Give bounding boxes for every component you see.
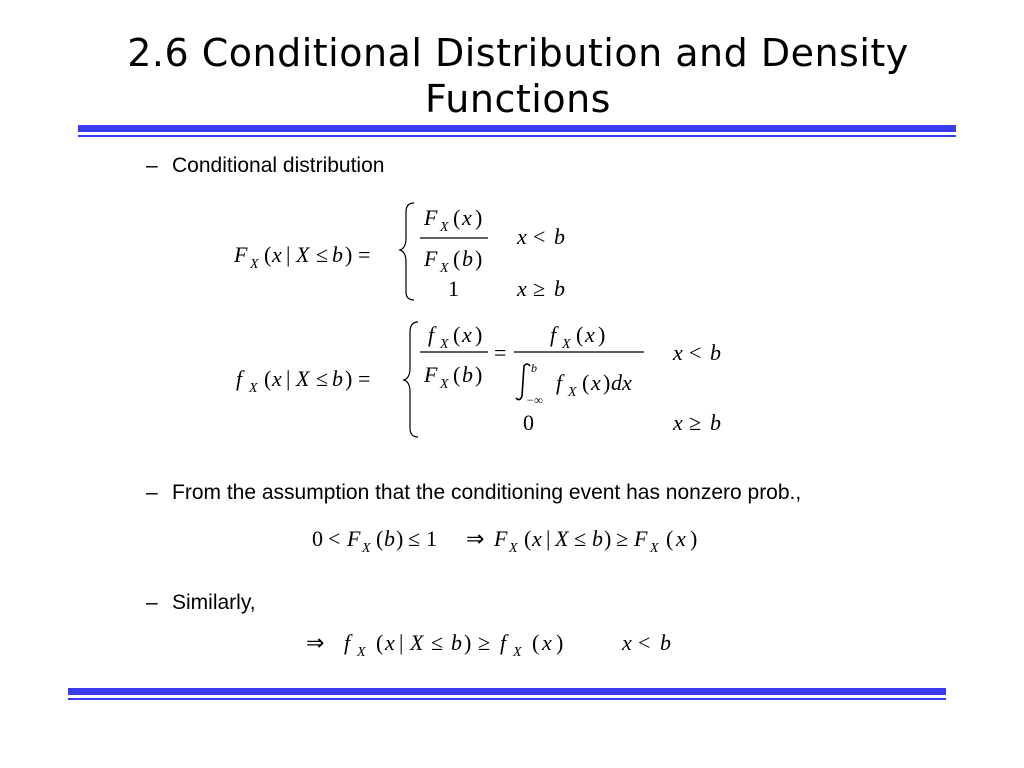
svg-text:≤: ≤ (316, 242, 329, 267)
svg-text:x: x (272, 242, 282, 267)
svg-text:): ) (475, 205, 483, 230)
svg-text:x: x (591, 370, 601, 395)
svg-text:f: f (550, 322, 557, 347)
svg-text:x: x (517, 276, 527, 301)
svg-text:=: = (358, 366, 371, 391)
svg-text:(: ( (376, 630, 384, 655)
svg-text:|: | (286, 242, 291, 267)
svg-text:<: < (689, 340, 702, 365)
svg-text:X: X (562, 337, 571, 352)
svg-text:F: F (424, 246, 438, 271)
svg-text:F: F (234, 242, 248, 267)
bottom-divider (68, 688, 946, 700)
svg-text:x: x (676, 526, 686, 551)
svg-text:≥: ≥ (616, 526, 629, 551)
svg-text:0: 0 (523, 410, 534, 435)
svg-text:): ) (556, 630, 564, 655)
svg-text:X: X (410, 630, 424, 655)
svg-text:≥: ≥ (689, 410, 702, 435)
svg-text:X: X (440, 377, 449, 392)
svg-text:x: x (462, 322, 472, 347)
svg-text:x: x (585, 322, 595, 347)
svg-text:x: x (385, 630, 395, 655)
equation-conditional-pdf (236, 322, 721, 437)
svg-text:b: b (710, 410, 721, 435)
svg-text:): ) (690, 526, 698, 551)
svg-text:X: X (568, 385, 577, 400)
svg-text:f: f (556, 370, 563, 395)
svg-text:≥: ≥ (478, 630, 491, 655)
svg-text:b: b (531, 361, 537, 375)
svg-text:(: ( (532, 630, 540, 655)
svg-text:X: X (250, 257, 259, 272)
svg-text:−∞: −∞ (526, 393, 543, 407)
svg-text:X: X (513, 645, 522, 660)
svg-text:b: b (592, 526, 603, 551)
svg-text:b: b (384, 526, 395, 551)
bullet-text: From the assumption that the conditioning event has nonzero prob., (172, 481, 802, 504)
svg-text:x: x (542, 630, 552, 655)
svg-text:f: f (428, 322, 435, 347)
svg-text:≤: ≤ (408, 526, 421, 551)
svg-text:x: x (673, 340, 683, 365)
svg-text:1: 1 (448, 276, 459, 301)
svg-text:(: ( (582, 370, 590, 395)
svg-text:b: b (451, 630, 462, 655)
svg-text:<: < (328, 526, 341, 551)
svg-text:F: F (347, 526, 361, 551)
svg-text:≤: ≤ (316, 366, 329, 391)
svg-text:x: x (517, 224, 527, 249)
svg-text:b: b (332, 242, 343, 267)
svg-text:): ) (345, 366, 353, 391)
svg-text:b: b (554, 224, 565, 249)
svg-text:(: ( (453, 322, 461, 347)
svg-text:X: X (296, 366, 310, 391)
svg-text:F: F (424, 362, 438, 387)
svg-text:X: X (440, 337, 449, 352)
svg-text:=: = (358, 242, 371, 267)
svg-text:(: ( (666, 526, 674, 551)
svg-text:F: F (424, 205, 438, 230)
bullet-dash: – (146, 591, 158, 614)
svg-text:X: X (362, 541, 371, 556)
svg-text:⇒: ⇒ (306, 630, 325, 655)
bullet-dash: – (146, 154, 158, 177)
svg-text:f: f (344, 630, 351, 655)
bullet-text: Similarly, (172, 591, 256, 614)
svg-text:F: F (494, 526, 508, 551)
svg-text:f: f (236, 366, 243, 391)
svg-text:): ) (604, 526, 612, 551)
svg-text:(: ( (376, 526, 384, 551)
svg-text:x: x (622, 630, 632, 655)
equation-similarly-pdf (306, 630, 671, 660)
svg-text:X: X (650, 541, 659, 556)
svg-text:≤: ≤ (574, 526, 587, 551)
svg-text:|: | (546, 526, 551, 551)
svg-text:(: ( (576, 322, 584, 347)
svg-text:(: ( (264, 242, 272, 267)
svg-text:x: x (532, 526, 542, 551)
svg-text:(: ( (453, 246, 461, 271)
svg-text:X: X (555, 526, 569, 551)
svg-text:): ) (603, 370, 611, 395)
bullet-dash: – (146, 481, 158, 504)
svg-text:b: b (462, 246, 473, 271)
svg-text:b: b (462, 362, 473, 387)
svg-text:f: f (500, 630, 507, 655)
svg-text:X: X (357, 645, 366, 660)
svg-text:x: x (673, 410, 683, 435)
svg-text:≥: ≥ (533, 276, 546, 301)
svg-text:=: = (494, 340, 507, 365)
svg-text:|: | (399, 630, 404, 655)
svg-text:x: x (272, 366, 282, 391)
svg-text:): ) (475, 246, 483, 271)
svg-text:(: ( (453, 205, 461, 230)
svg-text:<: < (533, 224, 546, 249)
svg-text:X: X (509, 541, 518, 556)
bullet-text: Conditional distribution (172, 154, 385, 177)
svg-text:(: ( (524, 526, 532, 551)
svg-text:): ) (475, 362, 483, 387)
svg-text:b: b (660, 630, 671, 655)
svg-text:b: b (332, 366, 343, 391)
svg-text:X: X (440, 220, 449, 235)
svg-text:F: F (634, 526, 648, 551)
svg-text:): ) (598, 322, 606, 347)
svg-text:(: ( (264, 366, 272, 391)
svg-text:): ) (345, 242, 353, 267)
svg-text:b: b (554, 276, 565, 301)
svg-text:): ) (464, 630, 472, 655)
svg-text:X: X (440, 261, 449, 276)
svg-text:≤: ≤ (431, 630, 444, 655)
svg-text:dx: dx (611, 370, 632, 395)
svg-text:): ) (396, 526, 404, 551)
title-line-2: Functions (425, 77, 611, 121)
svg-text:X: X (296, 242, 310, 267)
equation-conditional-cdf (233, 203, 565, 301)
svg-text:x: x (462, 205, 472, 230)
svg-text:⇒: ⇒ (466, 526, 485, 551)
svg-text:): ) (475, 322, 483, 347)
svg-text:(: ( (453, 362, 461, 387)
svg-text:0: 0 (312, 526, 323, 551)
svg-text:<: < (638, 630, 651, 655)
svg-text:1: 1 (426, 526, 437, 551)
title-line-1: 2.6 Conditional Distribution and Density (127, 31, 909, 75)
svg-text:b: b (710, 340, 721, 365)
svg-text:X: X (249, 381, 258, 396)
svg-text:|: | (286, 366, 291, 391)
equation-nonzero-implication (312, 526, 697, 556)
